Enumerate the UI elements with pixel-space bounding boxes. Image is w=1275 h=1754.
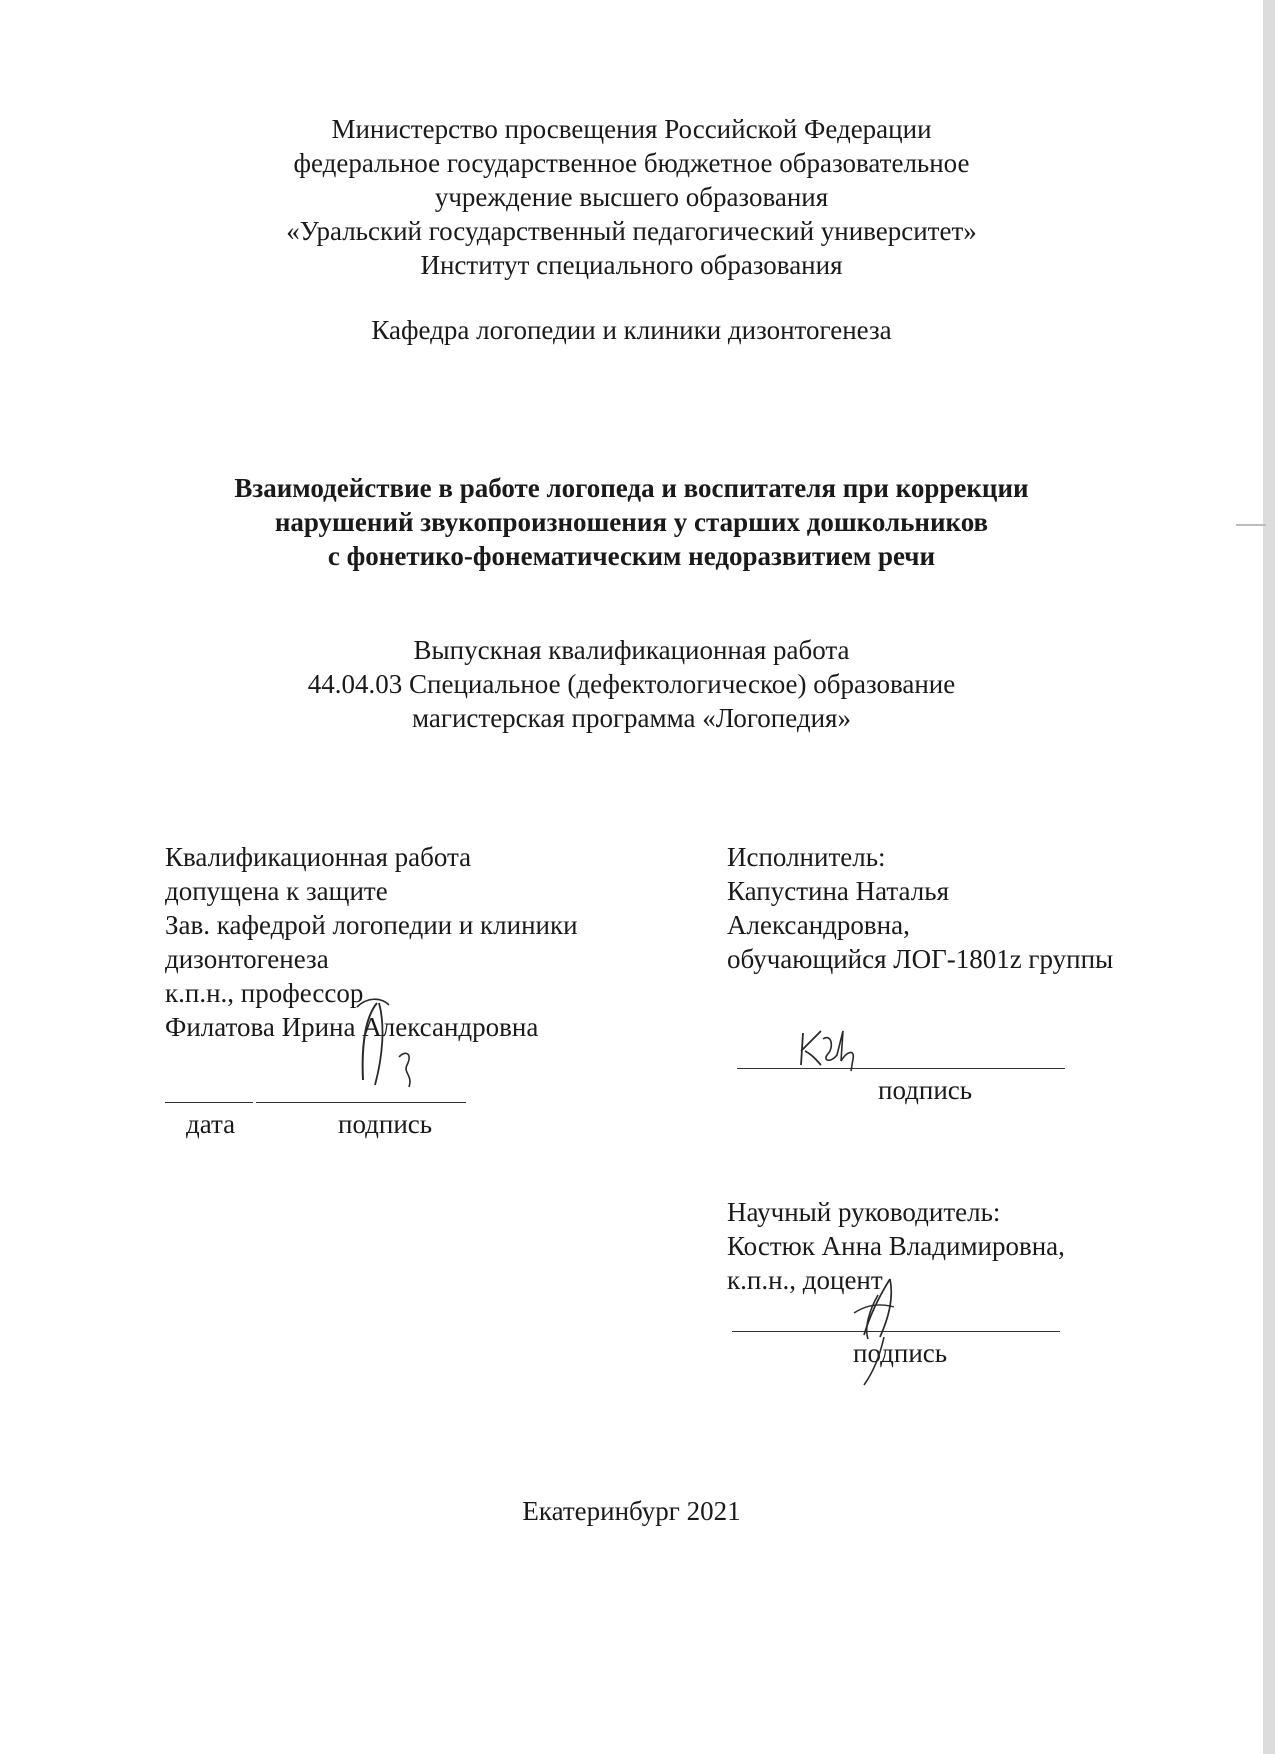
department-name: Кафедра логопедии и клиники дизонтогенеза: [371, 315, 892, 345]
author-name-line-2: Александровна,: [727, 910, 910, 940]
thesis-title: [0, 471, 1263, 573]
specialty-line: 44.04.03 Специальное (дефектологическое) образование: [307, 669, 956, 699]
title-line-3: с фонетико-фонематическим недоразвитием речи: [327, 541, 936, 571]
supervisor-name: Костюк Анна Владимировна,: [727, 1231, 1065, 1261]
institution-type-line-2: учреждение высшего образования: [434, 182, 829, 212]
program-line: магистерская программа «Логопедия»: [412, 703, 851, 733]
scan-edge: [1263, 0, 1275, 1754]
admission-line-2: допущена к защите: [165, 876, 388, 906]
work-type: [0, 633, 1263, 735]
author-signature: [795, 1025, 875, 1075]
author-signature-line: [737, 1068, 1065, 1069]
date-caption: дата: [186, 1109, 236, 1139]
author-group: обучающийся ЛОГ-1801z группы: [727, 944, 1114, 974]
admission-line-1: Квалификационная работа: [165, 842, 472, 872]
author-label: Исполнитель:: [727, 842, 886, 872]
city-year: Екатеринбург 2021: [522, 1496, 741, 1526]
work-type-line: Выпускная квалификационная работа: [413, 635, 850, 665]
admission-head-name: Филатова Ирина Александровна: [165, 1012, 539, 1042]
admission-signature-caption: подпись: [338, 1109, 433, 1139]
supervisor-signature: [850, 1275, 930, 1395]
supervisor-label: Научный руководитель:: [727, 1197, 1001, 1227]
admission-line-4: дизонтогенеза: [165, 944, 329, 974]
title-line-1: Взаимодействие в работе логопеда и воспитателя при коррекции: [234, 473, 1029, 503]
institution-header: [0, 112, 1263, 282]
institution-type-line: федеральное государственное бюджетное образовательное: [293, 148, 970, 178]
date-line: [165, 1102, 253, 1103]
admission-line-5: к.п.н., профессор: [165, 978, 364, 1008]
scan-edge-mark: [1236, 524, 1266, 526]
author-signature-caption: подпись: [878, 1075, 973, 1105]
author-name-line-1: Капустина Наталья: [727, 876, 949, 906]
ministry-line: Министерство просвещения Российской Федерации: [331, 114, 932, 144]
head-signature: [355, 995, 435, 1095]
supervisor-signature-caption: подпись: [853, 1338, 948, 1368]
admission-signature-line: [256, 1102, 466, 1103]
admission-line-3: Зав. кафедрой логопедии и клиники: [165, 910, 578, 940]
supervisor-degree: к.п.н., доцент: [727, 1265, 883, 1295]
title-line-2: нарушений звукопроизношения у старших дошкольников: [274, 507, 989, 537]
university-name: «Уральский государственный педагогический университет»: [286, 216, 977, 246]
institute-name: Институт специального образования: [420, 250, 843, 280]
author-block: [727, 840, 1113, 976]
